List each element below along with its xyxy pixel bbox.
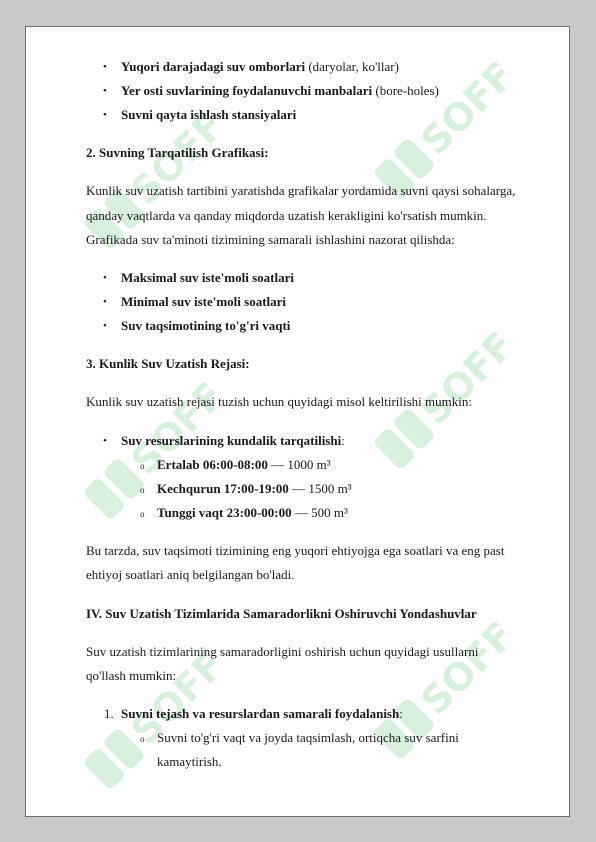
bullet-icon: •	[103, 320, 107, 332]
sub-list-item: Tunggi vaqt 23:00-00:00 — 500 m³	[157, 505, 348, 520]
paragraph-line: qanday vaqtlarda va qanday miqdorda uzatish kerakligini ko'rsatish mumkin.	[86, 208, 487, 223]
section-heading: IV. Suv Uzatish Tizimlarida Samaradorlikni Oshiruvchi Yondashuvlar	[86, 606, 477, 621]
bullet-icon: •	[103, 85, 107, 97]
svg-text:SOFF: SOFF	[412, 332, 511, 434]
sub-list-item: Suvni to'g'ri vaqt va joyda taqsimlash, ortiqcha suv sarfini	[157, 730, 459, 745]
bullet-icon: •	[103, 272, 107, 284]
bullet-icon: •	[103, 435, 107, 447]
paragraph-line: Grafikada suv ta'minoti tizimining samarali ishlashini nazorat qilishda:	[86, 232, 455, 247]
list-item: Suv taqsimotining to'g'ri vaqti	[121, 318, 291, 333]
svg-text:SOFF: SOFF	[122, 652, 221, 754]
document-body	[26, 27, 569, 816]
paragraph-line: qo'llash mumkin:	[86, 668, 177, 683]
paragraph-line: Bu tarzda, suv taqsimoti tizimining eng yuqori ehtiyojga ega soatlari va eng past	[86, 543, 505, 558]
bullet-icon: •	[103, 109, 107, 121]
paragraph-line: Kunlik suv uzatish tartibini yaratishda grafikalar yordamida suvni qaysi sohalarga,	[86, 183, 516, 198]
svg-text:SOFF: SOFF	[122, 382, 221, 484]
list-item: Suvni qayta ishlash stansiyalari	[121, 107, 297, 122]
bullet-icon: •	[103, 296, 107, 308]
paragraph-line: ehtiyoj soatlari aniq belgilangan bo'ladi.	[86, 567, 295, 582]
sub-bullet-icon: o	[140, 734, 145, 744]
sub-bullet-icon: o	[140, 485, 145, 495]
list-item: Maksimal suv iste'moli soatlari	[121, 270, 294, 285]
list-item: Yer osti suvlarining foydalanuvchi manbalari (bore-holes)	[121, 83, 439, 98]
sub-bullet-icon: o	[140, 509, 145, 519]
bullet-icon: •	[103, 61, 107, 73]
paragraph-line: Suv uzatish tizimlarining samaradorligini oshirish uchun quyidagi usullarni	[86, 644, 479, 659]
list-item: Minimal suv iste'moli soatlari	[121, 294, 287, 309]
watermark-text: SOFF	[122, 112, 221, 214]
list-item: Yuqori darajadagi suv omborlari (daryolar, ko'llar)	[121, 59, 399, 74]
sub-bullet-icon: o	[140, 461, 145, 471]
list-item: Suv resurslarining kundalik tarqatilishi:	[121, 433, 345, 448]
section-heading: 3. Kunlik Suv Uzatish Rejasi:	[86, 356, 250, 371]
document-page	[25, 26, 570, 817]
svg-text:SOFF: SOFF	[412, 62, 511, 164]
list-item: Suvni tejash va resurslardan samarali foydalanish:	[121, 706, 403, 721]
sub-list-item: Kechqurun 17:00-19:00 — 1500 m³	[157, 481, 352, 496]
svg-text:SOFF: SOFF	[412, 622, 511, 724]
list-number: 1.	[104, 706, 114, 721]
sub-list-item-continuation: kamaytirish.	[157, 754, 222, 769]
section-heading: 2. Suvning Tarqatilish Grafikasi:	[86, 145, 269, 160]
sub-list-item: Ertalab 06:00-08:00 — 1000 m³	[157, 457, 331, 472]
paragraph-line: Kunlik suv uzatish rejasi tuzish uchun quyidagi misol keltirilishi mumkin:	[86, 394, 472, 409]
